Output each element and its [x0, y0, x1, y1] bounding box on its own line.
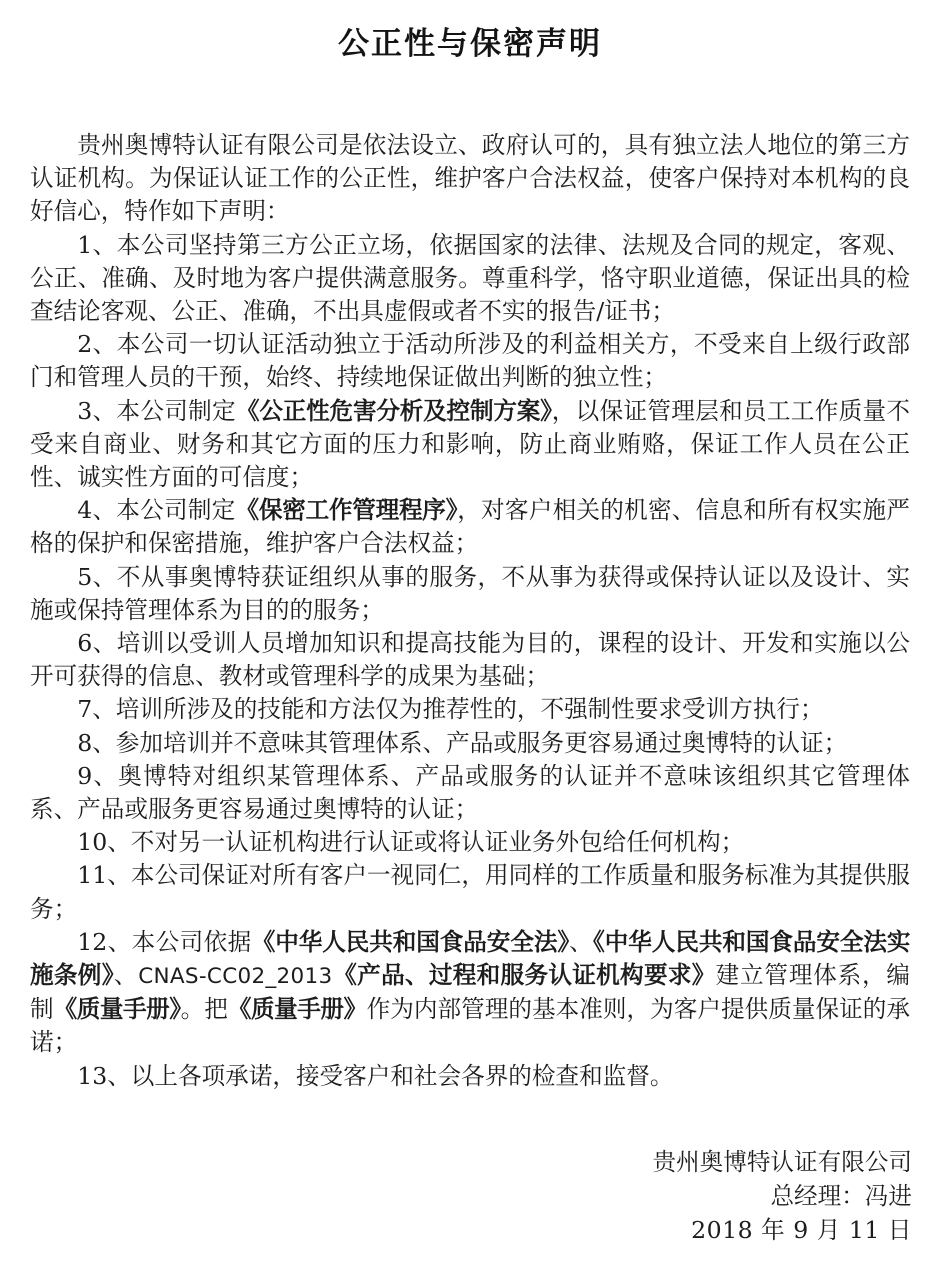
clause-12-emphasis-3: 《产品、过程和服务认证机构要求》 — [332, 961, 716, 990]
clause-12-part-5: 。把 — [180, 995, 228, 1024]
signature-date: 2018 年 9 月 11 日 — [691, 1216, 912, 1244]
clause-6: 6、培训以受训人员增加知识和提高技能为目的，课程的设计、开发和实施以公开可获得的信息、教材或管理科学的成果为基础； — [30, 629, 910, 691]
clause-11: 11、本公司保证对所有客户一视同仁，用同样的工作质量和服务标准为其提供服务； — [30, 861, 910, 923]
page-title: 公正性与保密声明 — [338, 26, 602, 62]
clause-4 — [30, 494, 910, 560]
clause-3-emphasis: 《公正性危害分析及控制方案》 — [235, 396, 552, 425]
clause-12-part-6: 作为内部管理的基本准则，为客户提供质量保证的承诺； — [30, 995, 911, 1057]
clause-12 — [30, 926, 910, 1060]
clause-12-standard-code: CNAS-CC02_2013 — [138, 964, 333, 990]
clause-5: 5、不从事奥博特获证组织从事的服务，不从事为获得或保持认证以及设计、实施或保持管理体系为目的的服务； — [30, 562, 910, 624]
clause-12-emphasis-2: 《中华人民共和国食品安全法实施条例》 — [30, 927, 911, 990]
intro-paragraph: 贵州奥博特认证有限公司是依法设立、政府认可的，具有独立法人地位的第三方认证机构。为保证认证工作的公正性，维护客户合法权益，使客户保持对本机构的良好信心，特作如下声明： — [30, 131, 910, 226]
clause-4-emphasis: 《保密工作管理程序》 — [235, 496, 458, 525]
document-body — [0, 129, 940, 1093]
clause-12-part-4: 建立管理体系，编制 — [30, 961, 911, 1024]
clause-13: 13、以上各项承诺，接受客户和社会各界的检查和监督。 — [77, 1061, 674, 1090]
signature-block — [652, 1145, 912, 1247]
clause-8: 8、参加培训并不意味其管理体系、产品或服务更容易通过奥博特的认证； — [77, 728, 848, 757]
clause-3 — [30, 395, 910, 495]
signature-company: 贵州奥博特认证有限公司 — [652, 1148, 912, 1176]
clause-7: 7、培训所涉及的技能和方法仅为推荐性的，不强制性要求受训方执行； — [77, 695, 824, 724]
clause-1: 1、本公司坚持第三方公正立场，依据国家的法律、法规及合同的规定，客观、公正、准确、及时地为客户提供满意服务。尊重科学，恪守职业道德，保证出具的检查结论客观、公正、准确，不出具虚假或者不实的报告/证书； — [30, 230, 910, 326]
clause-4-prefix: 4、本公司制定 — [77, 496, 236, 525]
signature-signatory: 总经理：冯进 — [770, 1182, 912, 1210]
clause-3-prefix: 3、本公司制定 — [77, 396, 236, 425]
clause-3-suffix: ，以保证管理层和员工工作质量不受来自商业、财务和其它方面的压力和影响，防止商业贿赂，保证工作人员在公正性、诚实性方面的可信度； — [30, 396, 911, 492]
clause-12-part-1: 12、本公司依据 — [77, 927, 252, 956]
clause-4-suffix: ，对客户相关的机密、信息和所有权实施严格的保护和保密措施，维护客户合法权益； — [30, 496, 910, 558]
clause-10: 10、不对另一认证机构进行认证或将认证业务外包给任何机构； — [77, 828, 745, 857]
clause-12-emphasis-4: 《质量手册》 — [53, 995, 181, 1024]
clause-2: 2、本公司一切认证活动独立于活动所涉及的利益相关方，不受来自上级行政部门和管理人员的干预，始终、持续地保证做出判断的独立性； — [30, 330, 910, 392]
clause-9: 9、奥博特对组织某管理体系、产品或服务的认证并不意味该组织其它管理体系、产品或服务更容易通过奥博特的认证； — [30, 761, 910, 824]
clause-12-emphasis-5: 《质量手册》 — [227, 995, 367, 1024]
clause-12-emphasis-1: 《中华人民共和国食品安全法》 — [251, 927, 570, 956]
clause-12-part-2: 、 — [569, 927, 594, 956]
clause-12-part-3: 、 — [113, 961, 139, 990]
